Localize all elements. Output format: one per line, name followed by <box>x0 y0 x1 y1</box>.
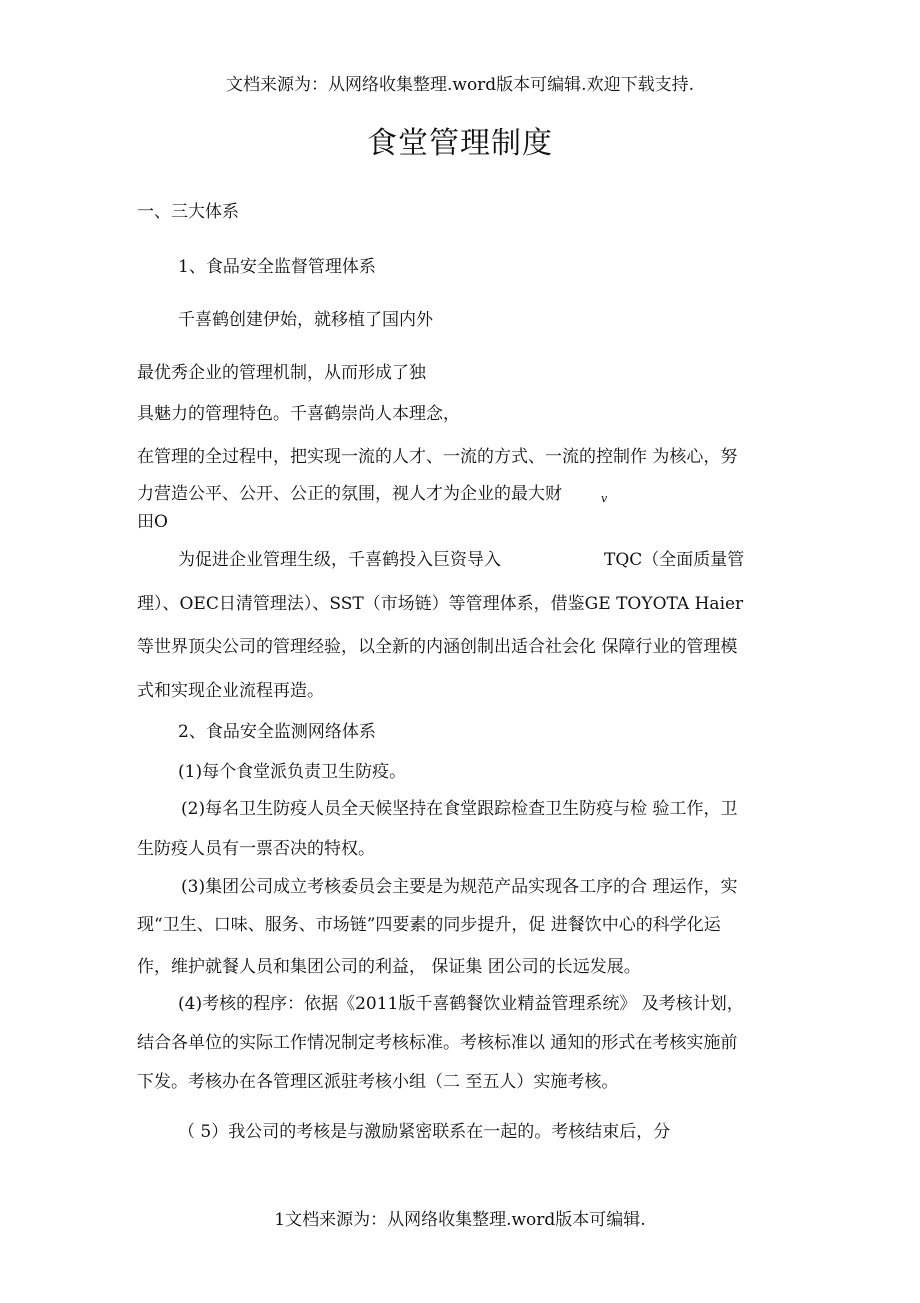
paragraph-line: 为促进企业管理生级，千喜鹤投入巨资导入 <box>178 550 501 570</box>
list-item: 下发。考核办在各管理区派驻考核小组（二 至五人）实施考核。 <box>137 1072 619 1092</box>
list-item: 生防疫人员有一票否决的特权。 <box>137 839 375 859</box>
list-item: （ 5）我公司的考核是与激励紧密联系在一起的。考核结束后，分 <box>178 1122 671 1142</box>
paragraph-line: TQC（全面质量管 <box>604 550 745 570</box>
document-title: 食堂管理制度 <box>367 126 553 161</box>
paragraph-line: 千喜鹤创建伊始，就移植了国内外 <box>178 310 433 330</box>
paragraph-line: 最优秀企业的管理机制，从而形成了独 <box>137 363 426 383</box>
paragraph-line: 在管理的全过程中，把实现一流的人才、一流的方式、一流的控制作 为核心，努 <box>137 447 738 467</box>
subsection-heading: 2、食品安全监测网络体系 <box>178 722 376 742</box>
page-footer: 1文档来源为：从网络收集整理.word版本可编辑. <box>274 1210 646 1230</box>
list-item: (1)每个食堂派负责卫生防疫。 <box>178 762 407 782</box>
list-item: 作，维护就餐人员和集团公司的利益， 保证集 团公司的长远发展。 <box>137 957 641 977</box>
list-item: (3)集团公司成立考核委员会主要是为规范产品实现各工序的合 理运作，实 <box>181 877 738 897</box>
section-heading: 一、三大体系 <box>137 202 239 222</box>
paragraph-line: 理）、OEC日清管理法）、SST（市场链）等管理体系，借鉴GE TOYOTA Haier <box>137 594 744 614</box>
subsection-heading: 1、食品安全监督管理体系 <box>178 257 376 277</box>
page-header: 文档来源为：从网络收集整理.word版本可编辑.欢迎下载支持. <box>225 75 694 95</box>
list-item: (4)考核的程序：依据《2011版千喜鹤餐饮业精益管理系统》 及考核计划， <box>178 994 744 1014</box>
list-item: 现“卫生、口味、服务、市场链”四要素的同步提升，促 进餐饮中心的科学化运 <box>137 915 721 935</box>
paragraph-line: 具魅力的管理特色。千喜鹤崇尚人本理念， <box>137 404 460 424</box>
stray-mark: v <box>601 492 608 505</box>
paragraph-line: 等世界顶尖公司的管理经验，以全新的内涵创制出适合社会化 保障行业的管理模 <box>137 637 738 657</box>
list-item: (2)每名卫生防疫人员全天候坚持在食堂跟踪检查卫生防疫与检 验工作，卫 <box>181 799 738 819</box>
paragraph-line: 田O <box>137 512 168 532</box>
list-item: 结合各单位的实际工作情况制定考核标准。考核标准以 通知的形式在考核实施前 <box>137 1033 738 1053</box>
paragraph-line: 力营造公平、公开、公正的氛围，视人才为企业的最大财 <box>137 484 562 504</box>
paragraph-line: 式和实现企业流程再造。 <box>137 681 324 701</box>
